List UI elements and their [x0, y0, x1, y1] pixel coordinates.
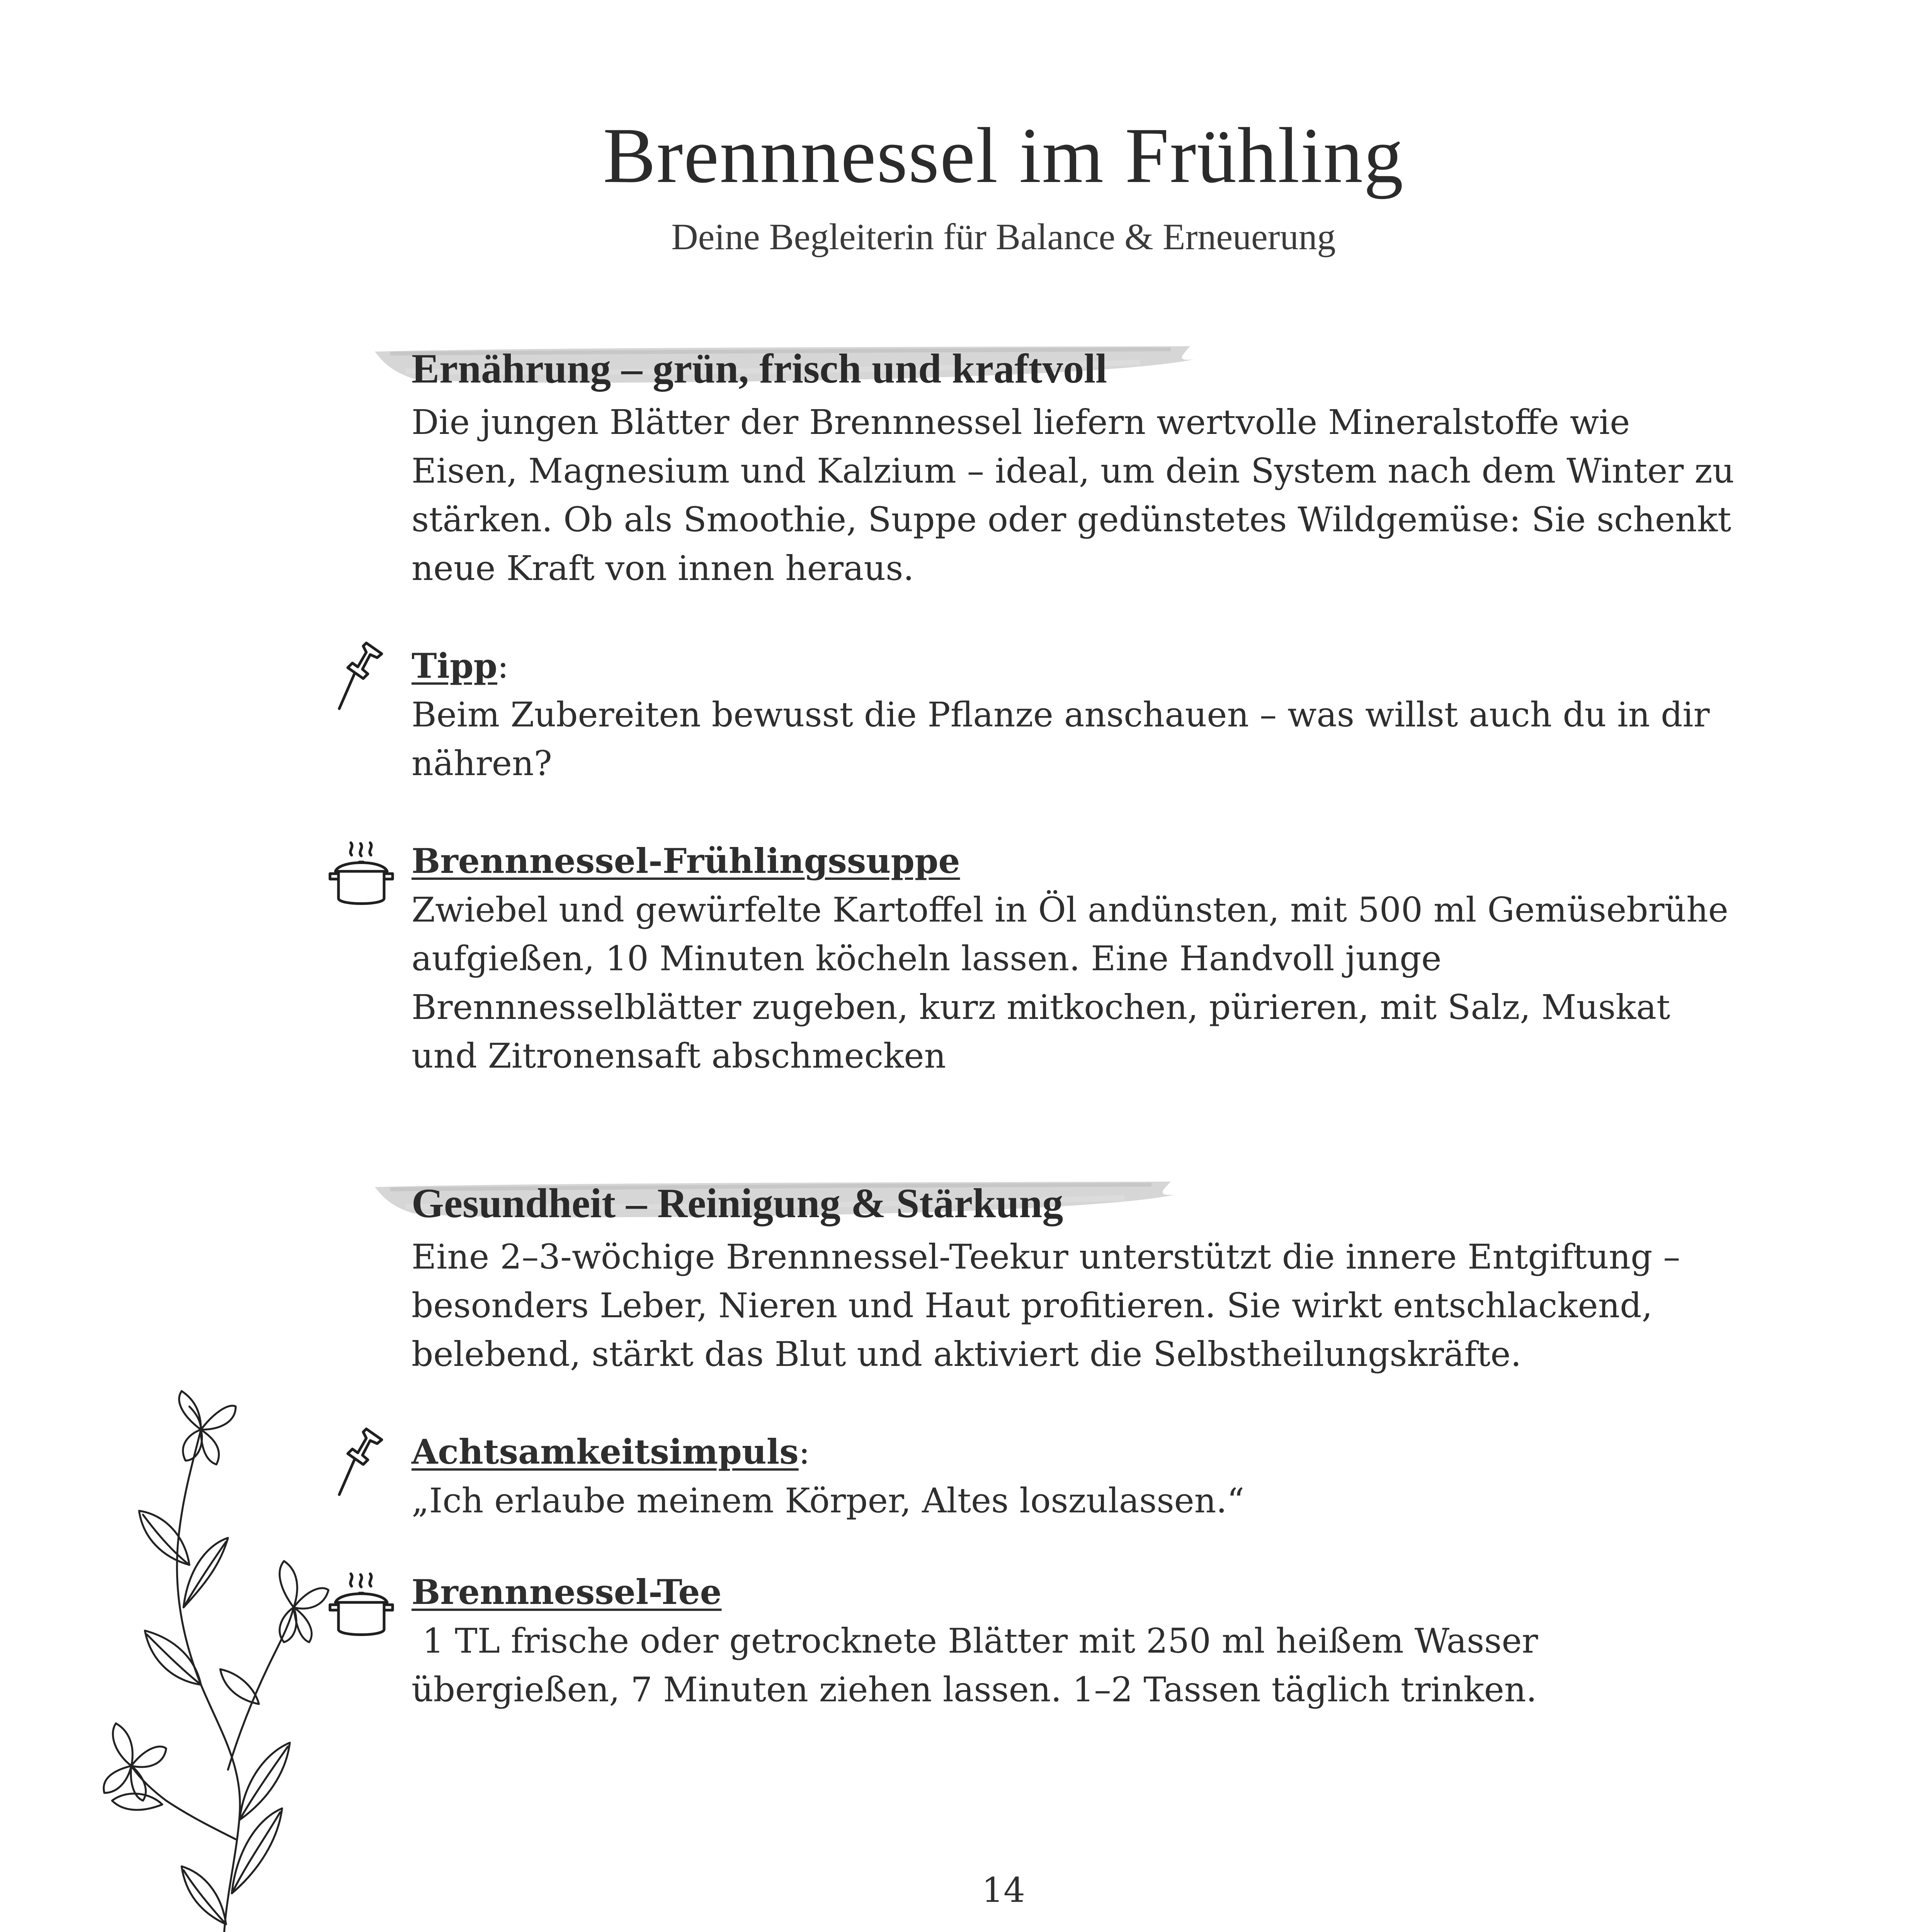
- flower-branch-illustration: [73, 1383, 336, 1932]
- cooking-pot-icon: [325, 840, 398, 910]
- section-nutrition: [412, 340, 1745, 1080]
- page-subtitle: Deine Begleiterin für Balance & Erneuerung: [671, 216, 1336, 257]
- tip-block: Tipp: Beim Zubereiten bewusst die Pflanze anschauen – was willst auch du in dir nähren?: [412, 641, 1745, 788]
- impulse-block: Achtsamkeitsimpuls: „Ich erlaube meinem Körper, Altes loszulassen.“: [412, 1427, 1745, 1525]
- recipe-title-tea: Brennnessel-Tee: [412, 1572, 722, 1612]
- tip-label: Tipp: [412, 646, 497, 686]
- section-body-health: Eine 2–3-wöchige Brennnessel-Teekur unterstützt die innere Entgiftung – besonders Leber, Nieren und Haut profitieren. Sie wirkt entschlackend, belebend, stärkt das Blut und aktiviert die Selbstheilungskräfte.: [412, 1237, 1680, 1374]
- recipe-block-tea: [412, 1568, 1745, 1714]
- section-body-nutrition: Die jungen Blätter der Brennnessel liefern wertvolle Mineralstoffe wie Eisen, Magnesium und Kalzium – ideal, um dein System nach dem Winter zu stärken. Ob als Smoothie, Suppe oder gedünstetes Wildgemüse: Sie schenkt neue Kraft von innen heraus.: [412, 402, 1735, 588]
- recipe-text-tea: 1 TL frische oder getrocknete Blätter mit 250 ml heißem Wasser übergießen, 7 Minuten ziehen lassen. 1–2 Tassen täglich trinken.: [412, 1621, 1549, 1709]
- impulse-label: Achtsamkeitsimpuls: [412, 1432, 799, 1472]
- section-heading-nutrition: Ernährung – grün, frisch und kraftvoll: [412, 340, 1745, 398]
- section-heading-health: Gesundheit – Reinigung & Stärkung: [412, 1175, 1745, 1233]
- recipe-title-soup: Brennnessel-Frühlingssuppe: [412, 841, 960, 881]
- recipe-text-soup: Zwiebel und gewürfelte Kartoffel in Öl andünsten, mit 500 ml Gemüsebrühe aufgießen, 10 Minuten köcheln lassen. Eine Handvoll junge Brennnesselblätter zugeben, kurz mitkochen, pürieren, mit Salz, Muskat und Zitronensaft abschmecken: [412, 890, 1728, 1076]
- page-number: 14: [982, 1870, 1025, 1910]
- page-title: Brennnessel im Frühling: [603, 112, 1404, 199]
- pushpin-icon: [332, 1423, 386, 1501]
- section-health: [412, 1175, 1745, 1714]
- pushpin-icon: [332, 638, 386, 715]
- tip-text: Beim Zubereiten bewusst die Pflanze anschauen – was willst auch du in dir nähren?: [412, 695, 1710, 783]
- recipe-block-soup: [412, 837, 1745, 1080]
- impulse-text: „Ich erlaube meinem Körper, Altes loszulassen.“: [412, 1481, 1245, 1520]
